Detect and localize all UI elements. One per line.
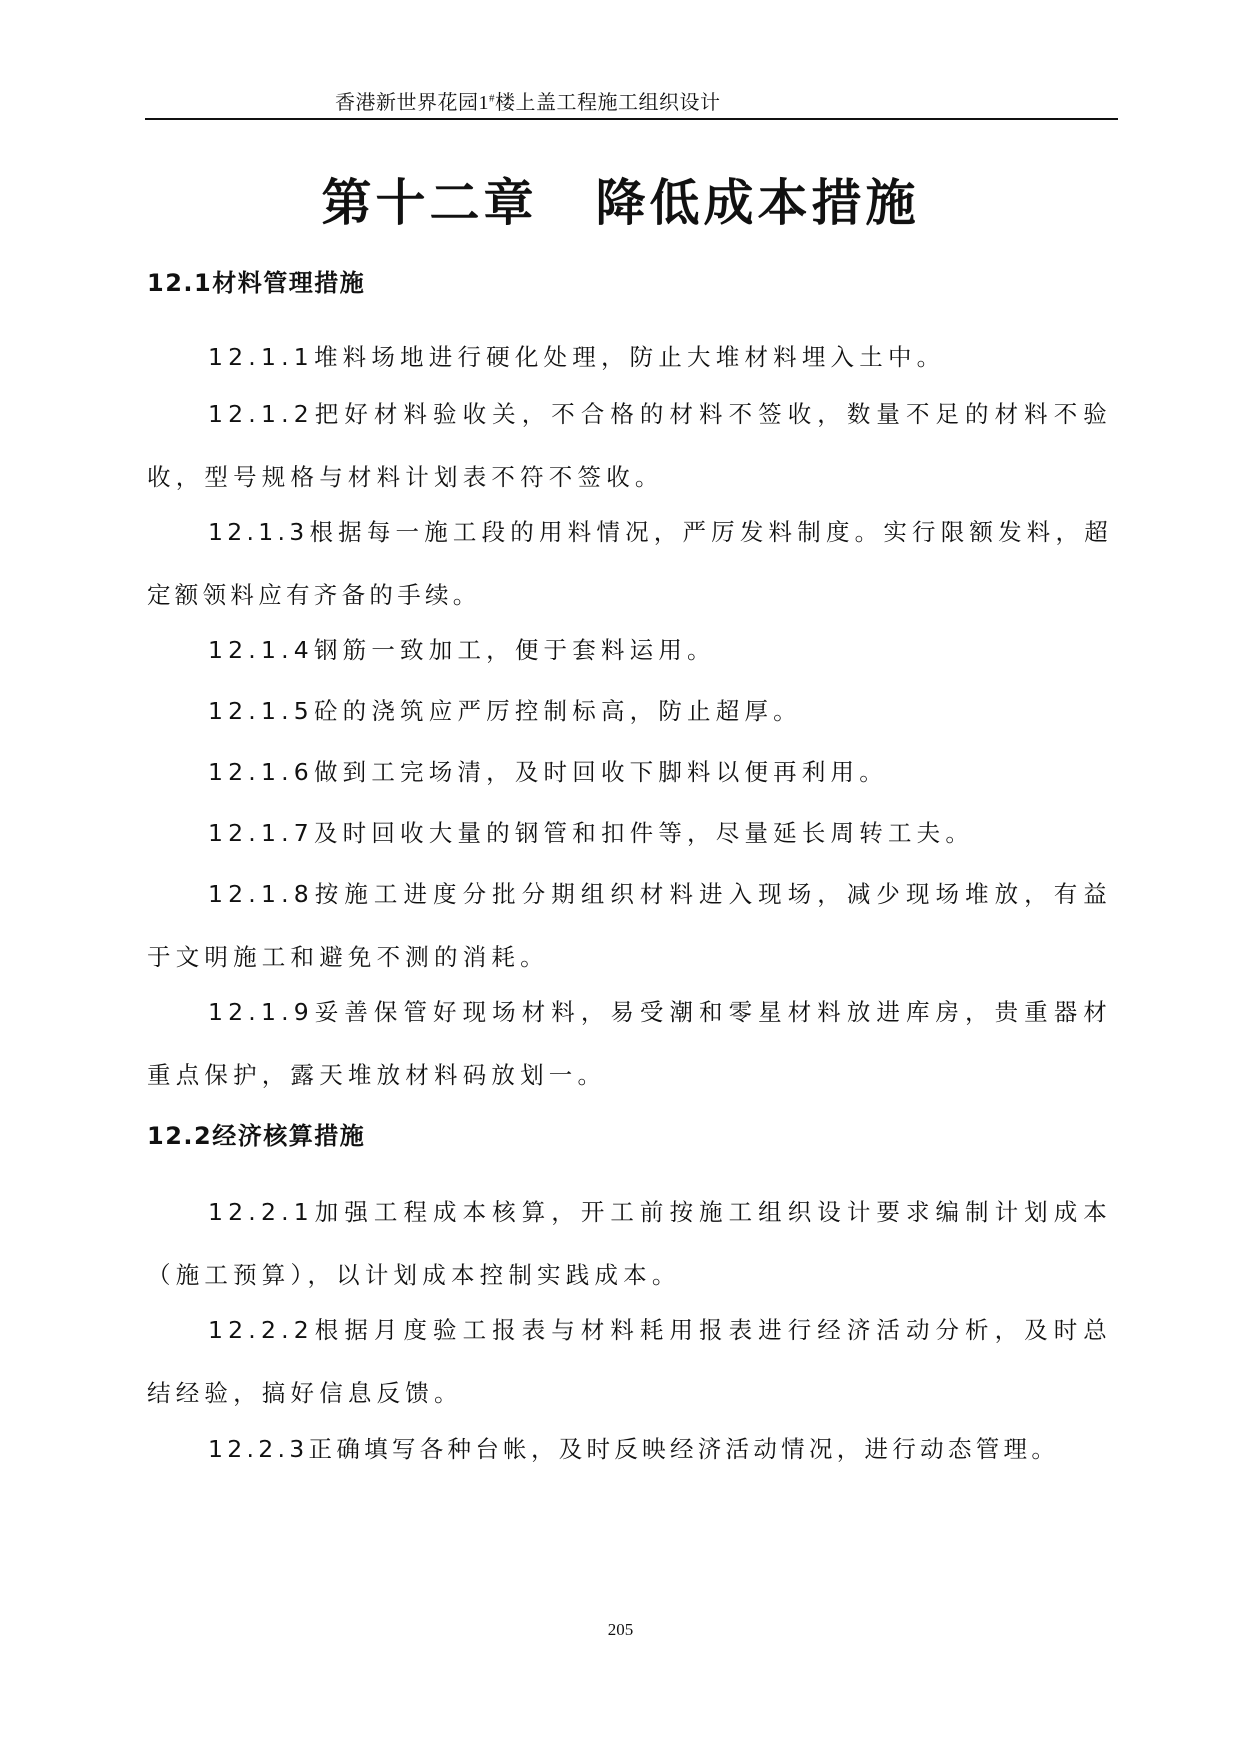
paragraph-12-1-7: 12.1.7及时回收大量的钢管和扣件等，尽量延长周转工夫。 [208, 819, 975, 847]
paragraph-12-1-4: 12.1.4钢筋一致加工，便于套料运用。 [208, 636, 716, 664]
page-number: 205 [607, 1620, 634, 1639]
paragraph-12-1-9: 12.1.9妥善保管好现场材料，易受潮和零星材料放进库房，贵重器材重点保护，露天堆放材料码放划一。 [147, 998, 1112, 1089]
paragraph-12-1-3: 12.1.3根据每一施工段的用料情况，严厉发料制度。实行限额发料，超定额领料应有齐备的手续。 [147, 518, 1112, 609]
header-divider [145, 118, 1118, 120]
paragraph-12-1-1: 12.1.1堆料场地进行硬化处理，防止大堆材料埋入土中。 [208, 343, 946, 371]
running-header-building-mark: # [489, 92, 495, 105]
chapter-title [0, 163, 1241, 235]
running-header [335, 86, 721, 115]
running-header-title-part2: 楼上盖工程施工组织设计 [495, 92, 721, 114]
chapter-number: 第十二章 [321, 174, 538, 232]
section-heading-economic-accounting: 12.2经济核算措施 [147, 1122, 366, 1150]
section-heading-materials: 12.1材料管理措施 [147, 269, 366, 297]
paragraph-12-2-1: 12.2.1加强工程成本核算，开工前按施工组织设计要求编制计划成本（施工预算），以计划成本控制实践成本。 [147, 1198, 1112, 1289]
running-header-title-part1: 香港新世界花园1 [335, 92, 489, 114]
paragraph-12-1-2: 12.1.2把好材料验收关，不合格的材料不签收，数量不足的材料不验收，型号规格与材料计划表不符不签收。 [147, 400, 1112, 491]
paragraph-12-1-6: 12.1.6做到工完场清，及时回收下脚料以便再利用。 [208, 758, 888, 786]
paragraph-12-1-5: 12.1.5砼的浇筑应严厉控制标高，防止超厚。 [208, 697, 802, 725]
paragraph-12-1-8: 12.1.8按施工进度分批分期组织材料进入现场，减少现场堆放，有益于文明施工和避免不测的消耗。 [147, 880, 1112, 971]
chapter-name: 降低成本措施 [595, 174, 920, 232]
paragraph-12-2-2: 12.2.2根据月度验工报表与材料耗用报表进行经济活动分析，及时总结经验，搞好信息反馈。 [147, 1316, 1112, 1407]
paragraph-12-2-3: 12.2.3正确填写各种台帐，及时反映经济活动情况，进行动态管理。 [208, 1435, 1060, 1463]
